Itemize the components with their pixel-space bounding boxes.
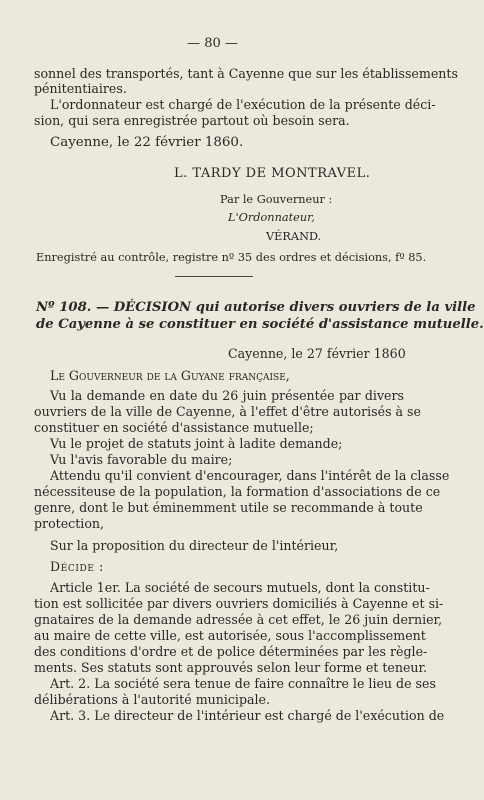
article-line: tion est sollicitée par divers ouvriers domiciliés à Cayenne et si- bbox=[34, 596, 444, 611]
text-line: genre, dont le but éminemment utile se recommande à toute bbox=[34, 500, 423, 515]
text-line: Attendu qu'il convient d'encourager, dans l'intérêt de la classe bbox=[50, 468, 450, 483]
text-line: protection, bbox=[34, 516, 105, 531]
text-line: pénitentiaires. bbox=[34, 81, 127, 96]
text-line: Sur la proposition du directeur de l'intérieur, bbox=[50, 538, 339, 553]
decision-decide: Décide : bbox=[50, 559, 104, 574]
article-line: Art. 2. La société sera tenue de faire connaître le lieu de ses bbox=[50, 676, 436, 691]
decision-date: Cayenne, le 27 février 1860 bbox=[228, 346, 406, 361]
article-line: gnataires de la demande adressée à cet effet, le 26 juin dernier, bbox=[34, 612, 443, 627]
article-line: délibérations à l'autorité municipale. bbox=[34, 692, 271, 707]
text-line: constituer en société d'assistance mutuelle; bbox=[34, 420, 314, 435]
signature-by-line: Par le Gouverneur : bbox=[220, 193, 333, 206]
decision-heading: Nº 108. — DÉCISION qui autorise divers ouvriers de la ville bbox=[36, 300, 476, 315]
section-divider bbox=[175, 276, 253, 277]
decision-date: Cayenne, le 22 février 1860. bbox=[50, 135, 244, 150]
registration-note: Enregistré au contrôle, registre nº 35 des ordres et décisions, fº 85. bbox=[36, 251, 427, 264]
decision-author: Le Gouverneur de la Guyane française, bbox=[50, 368, 290, 383]
signature-governor: L. TARDY DE MONTRAVEL. bbox=[174, 166, 371, 181]
text-line: sion, qui sera enregistrée partout où besoin sera. bbox=[34, 113, 350, 128]
article-line: Article 1er. La société de secours mutuels, dont la constitu- bbox=[50, 580, 430, 595]
text-line: Vu le projet de statuts joint à ladite demande; bbox=[50, 436, 343, 451]
article-line: au maire de cette ville, est autorisée, sous l'accomplissement bbox=[34, 628, 426, 643]
text-line: sonnel des transportés, tant à Cayenne que sur les établissements bbox=[34, 66, 458, 81]
decision-heading: de Cayenne à se constituer en société d'assistance mutuelle. bbox=[36, 317, 484, 332]
article-line: Art. 3. Le directeur de l'intérieur est chargé de l'exécution de bbox=[50, 708, 445, 723]
article-line: des conditions d'ordre et de police déterminées par les règle- bbox=[34, 644, 428, 659]
text-line: Vu la demande en date du 26 juin présentée par divers bbox=[50, 388, 404, 403]
article-line: ments. Ses statuts sont approuvés selon leur forme et teneur. bbox=[34, 660, 428, 675]
text-line: L'ordonnateur est chargé de l'exécution de la présente déci- bbox=[50, 97, 436, 112]
signature-role: L'Ordonnateur, bbox=[228, 211, 315, 224]
text-line: Vu l'avis favorable du maire; bbox=[50, 452, 233, 467]
signature-name: VÉRAND. bbox=[266, 230, 322, 243]
text-line: nécessiteuse de la population, la formation d'associations de ce bbox=[34, 484, 441, 499]
page-number: — 80 — bbox=[187, 36, 238, 51]
text-line: ouvriers de la ville de Cayenne, à l'effet d'être autorisés à se bbox=[34, 404, 421, 419]
